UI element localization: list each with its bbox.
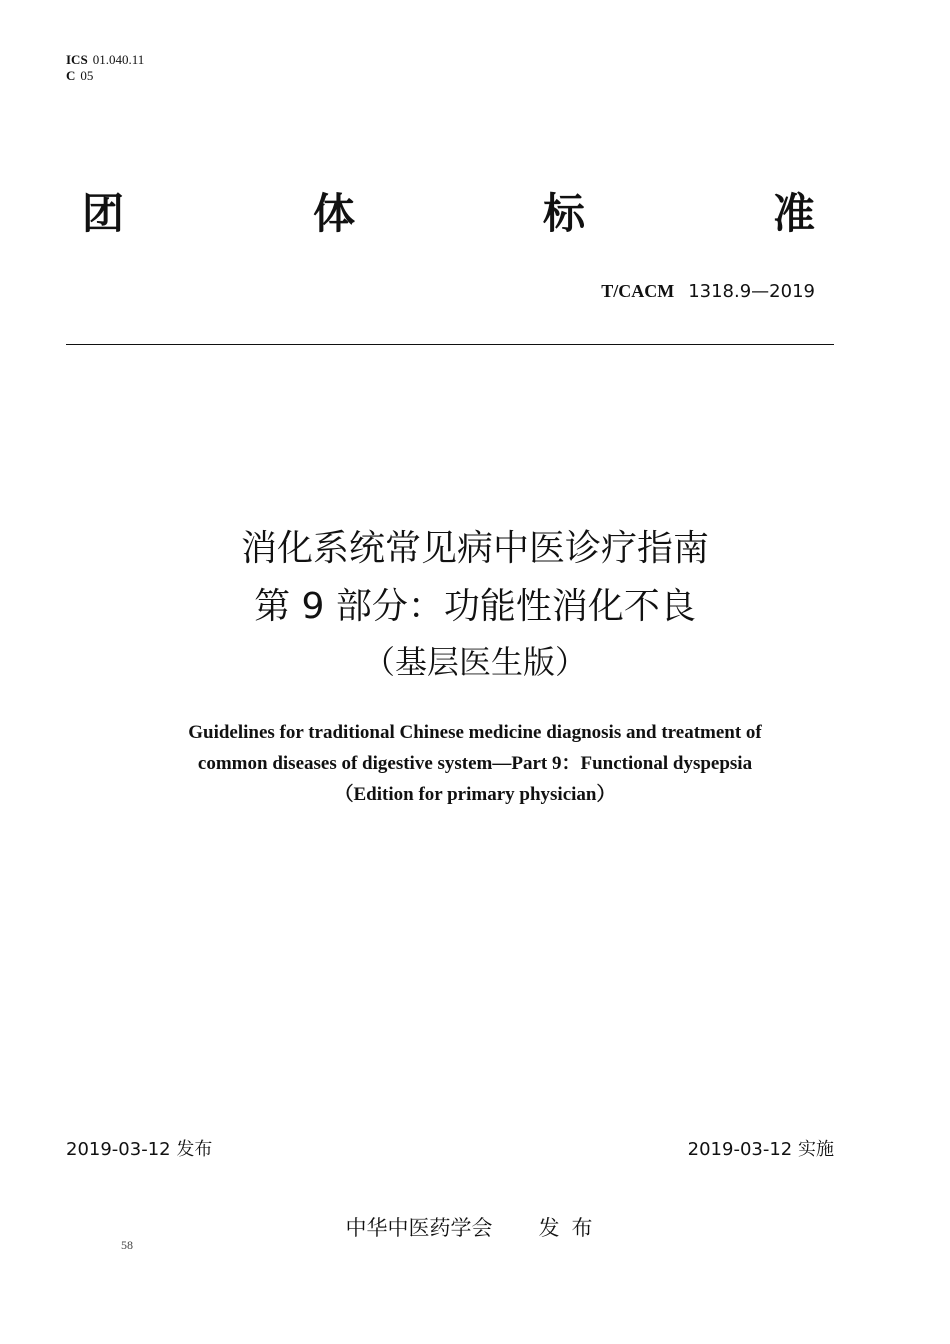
ccs-value: 05 — [80, 68, 94, 83]
title-zh-line2: 第 9 部分：功能性消化不良 — [254, 586, 696, 627]
issue-date: 2019-03-12 发布 — [66, 1139, 213, 1160]
header-char-1: 团 — [82, 189, 125, 238]
header-char-4: 准 — [773, 189, 816, 238]
title-en-line2: common diseases of digestive system—Part 9：Functional dyspepsia — [197, 753, 753, 774]
publisher — [0, 1214, 950, 1242]
header-char-2: 体 — [313, 189, 356, 238]
title-en-line3: （Edition for primary physician） — [334, 784, 616, 805]
ics-value: 01.040.11 — [92, 52, 145, 67]
standard-prefix: T/CACM — [601, 281, 675, 301]
ics-label: ICS — [66, 52, 88, 67]
title-zh-line3: （基层医生版） — [362, 643, 587, 681]
ics-code — [66, 52, 144, 68]
implementation-date: 2019-03-12 实施 — [687, 1139, 834, 1160]
publisher-verb: 发布 — [538, 1216, 605, 1240]
page-number: 58 — [121, 1238, 133, 1252]
standard-number — [601, 280, 815, 303]
title-en-line1: Guidelines for traditional Chinese medicine diagnosis and treatment of — [188, 722, 762, 743]
publisher-org: 中华中医药学会 — [345, 1216, 493, 1240]
standard-code: 1318.9—2019 — [688, 281, 815, 302]
header-divider — [66, 344, 834, 345]
ccs-label: C — [66, 68, 76, 83]
ccs-code — [66, 68, 93, 84]
header-char-3: 标 — [543, 189, 586, 238]
title-zh-line1: 消化系统常见病中医诊疗指南 — [240, 528, 709, 569]
